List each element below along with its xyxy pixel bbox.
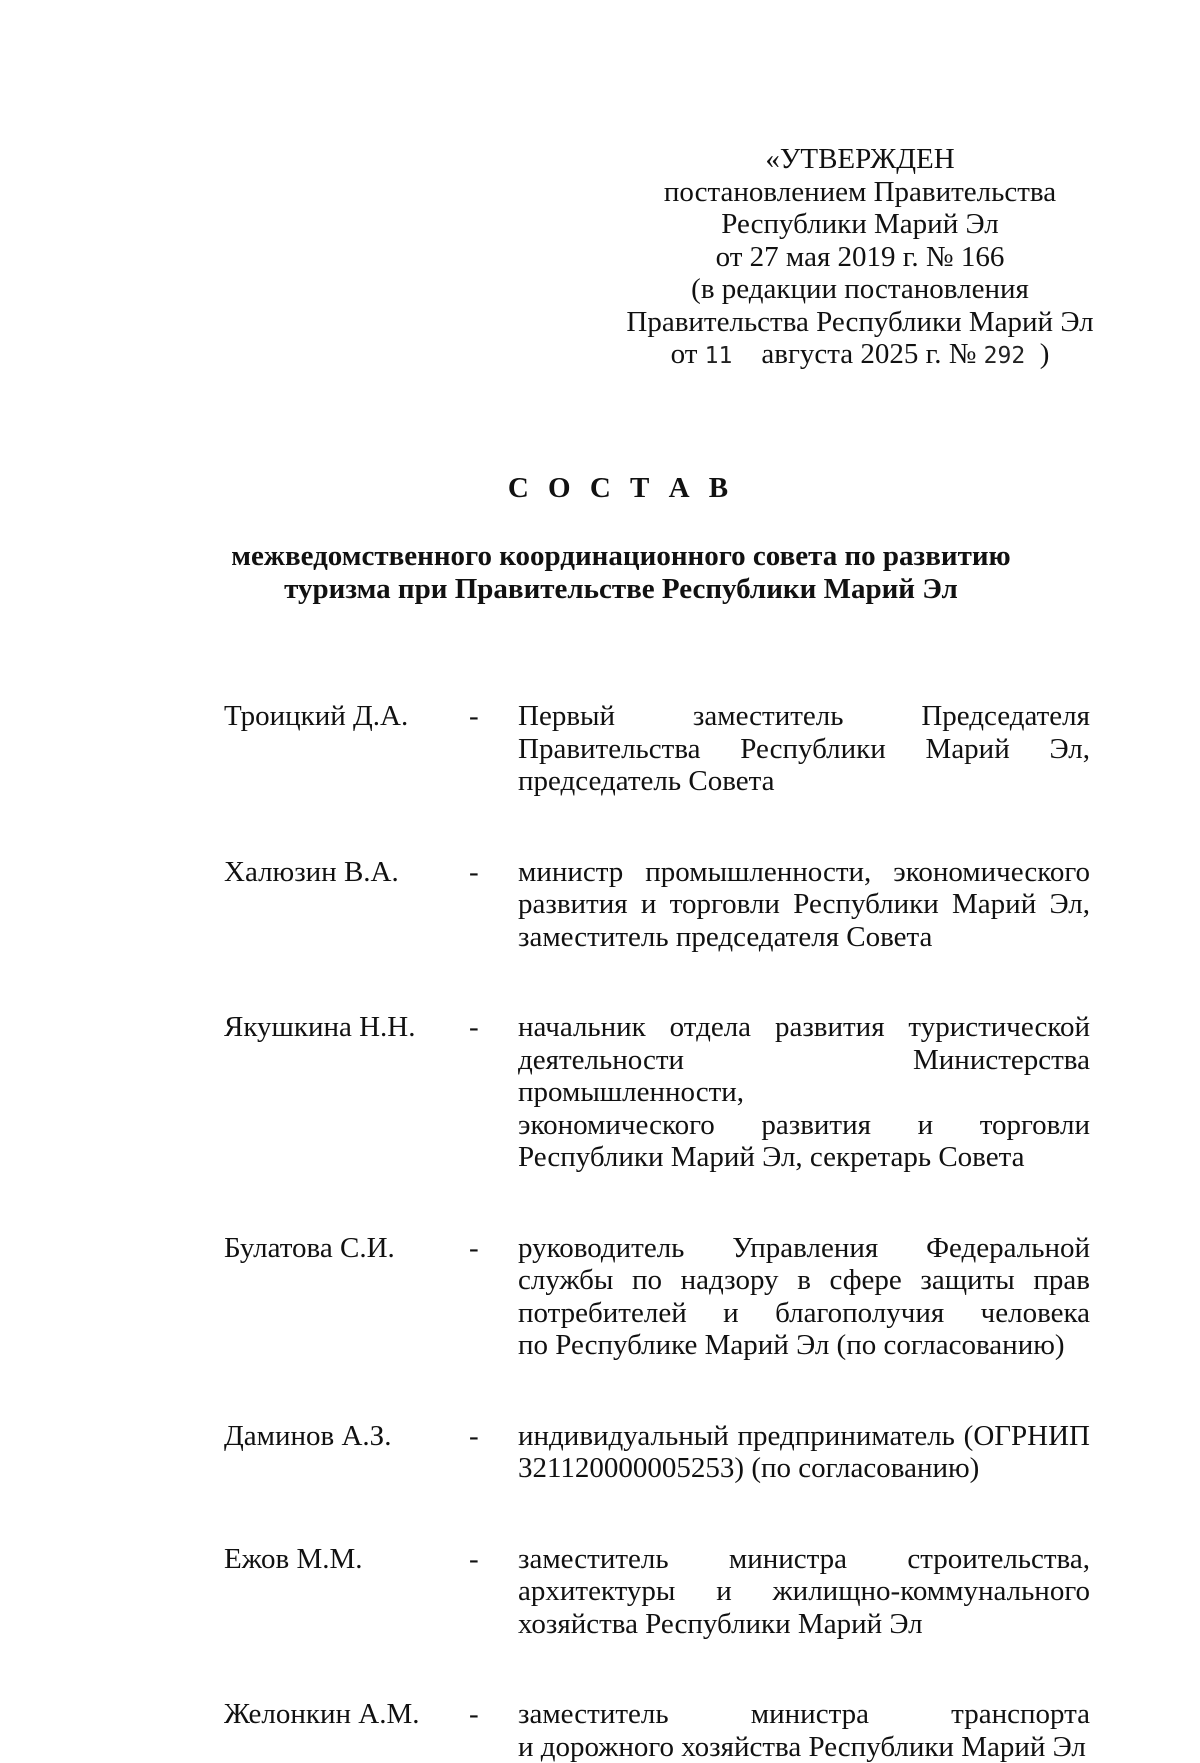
member-dash: - (469, 1543, 479, 1576)
member-role-line: министр промышленности, экономического (518, 856, 1090, 889)
member-name: Булатова С.И. (224, 1232, 395, 1265)
approval-date-prefix: от (671, 338, 698, 370)
member-role-line: развития и торговли Республики Марий Эл, (518, 888, 1090, 921)
approval-line-5: (в редакции постановления (620, 273, 1100, 306)
member-row (224, 1232, 1090, 1362)
member-row (224, 856, 1090, 954)
member-row (224, 1011, 1090, 1174)
member-dash: - (469, 1420, 479, 1453)
approval-stamp (620, 143, 1100, 373)
member-row (224, 1698, 1090, 1763)
member-row (224, 1420, 1090, 1485)
member-role (518, 1698, 1090, 1763)
member-role-line: руководитель Управления Федеральной (518, 1232, 1090, 1265)
member-name: Ежов М.М. (224, 1543, 363, 1576)
member-role-line: Первый заместитель Председателя (518, 700, 1090, 733)
member-role-line: деятельности Министерства промышленности, (518, 1044, 1090, 1109)
member-role-line: Республики Марий Эл, секретарь Совета (518, 1141, 1090, 1174)
approval-date-day: 11 (705, 343, 733, 369)
document-title: С О С Т А В (0, 472, 1200, 505)
member-name: Троицкий Д.А. (224, 700, 408, 733)
member-name: Якушкина Н.Н. (224, 1011, 416, 1044)
approval-date-middle: августа 2025 г. № (761, 338, 976, 370)
approval-number: 292 (984, 343, 1026, 369)
member-role-line: заместитель председателя Совета (518, 921, 1090, 954)
approval-line-1: «УТВЕРЖДЕН (620, 143, 1100, 176)
member-dash: - (469, 1011, 479, 1044)
member-role-line: начальник отдела развития туристической (518, 1011, 1090, 1044)
member-role-line: потребителей и благополучия человека (518, 1297, 1090, 1330)
member-role-line: службы по надзору в сфере защиты прав (518, 1264, 1090, 1297)
member-role-line: хозяйства Республики Марий Эл (518, 1608, 1090, 1641)
subtitle-line-2: туризма при Правительстве Республики Марий Эл (42, 573, 1200, 606)
member-role-line: заместитель министра строительства, (518, 1543, 1090, 1576)
member-dash: - (469, 700, 479, 733)
member-row (224, 700, 1090, 798)
member-role-line: 321120000005253) (по согласованию) (518, 1452, 1090, 1485)
member-dash: - (469, 1232, 479, 1265)
approval-line-6: Правительства Республики Марий Эл (620, 306, 1100, 339)
member-name: Желонкин А.М. (224, 1698, 419, 1731)
approval-line-3: Республики Марий Эл (620, 208, 1100, 241)
subtitle-line-1: межведомственного координационного совета по развитию (42, 540, 1200, 573)
approval-line-7 (620, 338, 1100, 373)
member-role-line: председатель Совета (518, 765, 1090, 798)
member-role-line: Правительства Республики Марий Эл, (518, 733, 1090, 766)
member-role-line: заместитель министра транспорта (518, 1698, 1090, 1731)
member-role-line: архитектуры и жилищно-коммунального (518, 1575, 1090, 1608)
member-role-line: индивидуальный предприниматель (ОГРНИП (518, 1420, 1090, 1453)
members-list (224, 700, 1090, 1763)
member-name: Халюзин В.А. (224, 856, 399, 889)
member-row (224, 1543, 1090, 1641)
member-role (518, 1011, 1090, 1174)
approval-line-2: постановлением Правительства (620, 176, 1100, 209)
document-subtitle (0, 540, 1200, 606)
member-role (518, 1232, 1090, 1362)
member-dash: - (469, 1698, 479, 1731)
member-role-line: и дорожного хозяйства Республики Марий Эл (518, 1731, 1090, 1763)
member-role (518, 700, 1090, 798)
member-dash: - (469, 856, 479, 889)
member-role (518, 1420, 1090, 1485)
approval-line-4: от 27 мая 2019 г. № 166 (620, 241, 1100, 274)
member-name: Даминов А.З. (224, 1420, 391, 1453)
approval-close-paren: ) (1040, 338, 1050, 370)
member-role-line: по Республике Марий Эл (по согласованию) (518, 1329, 1090, 1362)
member-role (518, 1543, 1090, 1641)
member-role (518, 856, 1090, 954)
member-role-line: экономического развития и торговли (518, 1109, 1090, 1142)
